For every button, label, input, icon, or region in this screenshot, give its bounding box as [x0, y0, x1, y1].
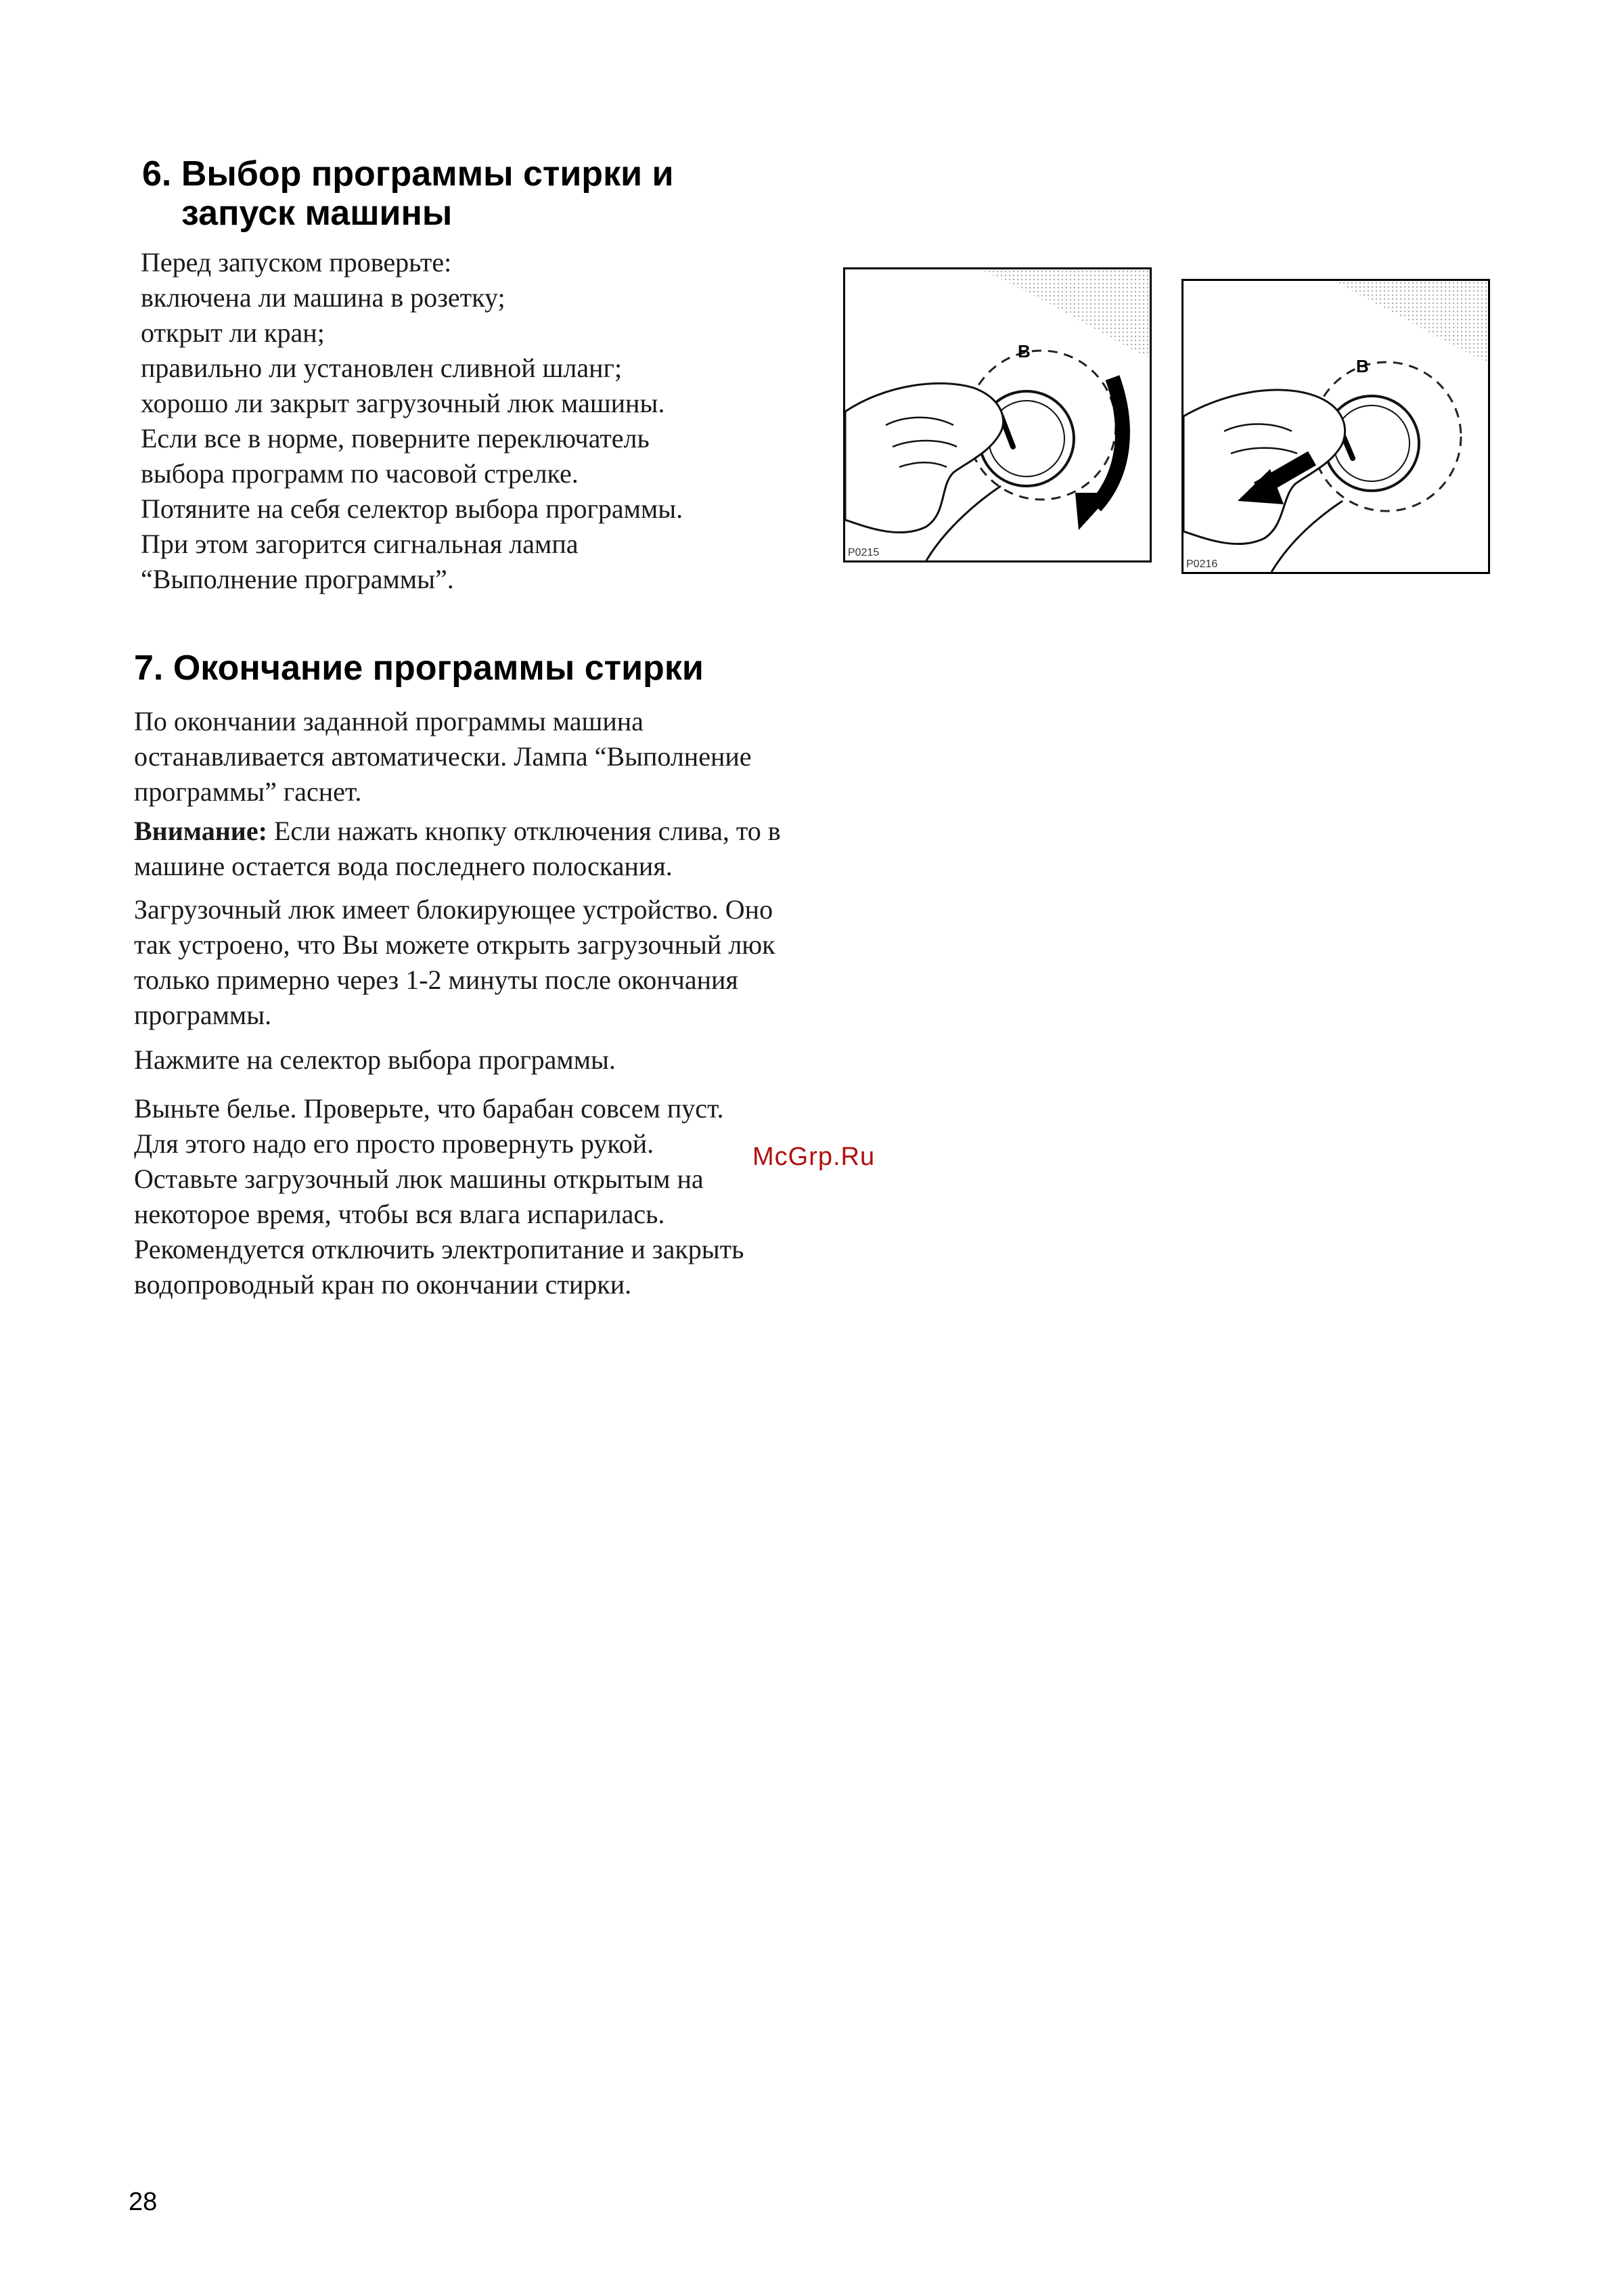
section-6-body [141, 245, 683, 597]
section-7-number: 7. [134, 648, 164, 688]
section-6-line: Если все в норме, поверните переключатель [141, 423, 650, 454]
section-6-line: открыт ли кран; [141, 317, 325, 348]
section-6-number: 6. [142, 154, 172, 194]
section-6-line: Перед запуском проверьте: [141, 247, 452, 278]
figure-pull-selector [1181, 279, 1490, 574]
section-7-note [134, 814, 784, 884]
section-6-line: правильно ли установлен сливной шланг; [141, 353, 623, 383]
page-number: 28 [129, 2188, 158, 2216]
section-6-heading [142, 154, 673, 233]
note-text: Если нажать кнопку отключения слива, то в машине остается вода последнего полоскания. [134, 816, 781, 881]
section-6-line: выбора программ по часовой стрелке. [141, 458, 579, 489]
section-7-paragraph-3: Нажмите на селектор выбора программы. [134, 1044, 616, 1075]
watermark: McGrp.Ru [752, 1143, 876, 1171]
figure-right-label: P0216 [1186, 558, 1218, 570]
section-6-title-line1: Выбор программы стирки и [181, 154, 674, 194]
dial-letter: B [1018, 341, 1031, 361]
section-6-line: включена ли машина в розетку; [141, 282, 505, 313]
pull-selector-illustration [1184, 281, 1488, 572]
section-6-line: При этом загорится сигнальная лампа [141, 529, 579, 559]
note-label: Внимание: [134, 816, 267, 846]
section-7-paragraph-1: По окончании заданной программы машина останавливается автоматически. Лампа “Выполнение программы” гаснет. [134, 706, 752, 807]
figure-turn-dial [843, 267, 1152, 562]
figure-left-label: P0215 [848, 547, 880, 558]
section-6-line: Потяните на себя селектор выбора программы. [141, 493, 683, 524]
section-7-heading [134, 648, 704, 688]
section-7-title: Окончание программы стирки [173, 648, 704, 688]
section-6-title-line2: запуск машины [181, 194, 453, 233]
section-6-line: хорошо ли закрыт загрузочный люк машины. [141, 388, 665, 418]
dial-letter: B [1356, 356, 1369, 376]
section-6-line: “Выполнение программы”. [141, 564, 454, 594]
turn-dial-illustration [845, 269, 1150, 560]
section-7-paragraph-2: Загрузочный люк имеет блокирующее устройство. Оно так устроено, что Вы можете открыть загрузочный люк только примерно через 1-2 минуты после окончания программы. [134, 894, 775, 1030]
section-7-paragraph-4: Выньте белье. Проверьте, что барабан совсем пуст. Для этого надо его просто провернуть рукой. Оставьте загрузочный люк машины открытым на некоторое время, чтобы вся влага испарилась. Рекомендуется отключить электропитание и закрыть водопроводный кран по окончании стирки. [134, 1093, 744, 1300]
